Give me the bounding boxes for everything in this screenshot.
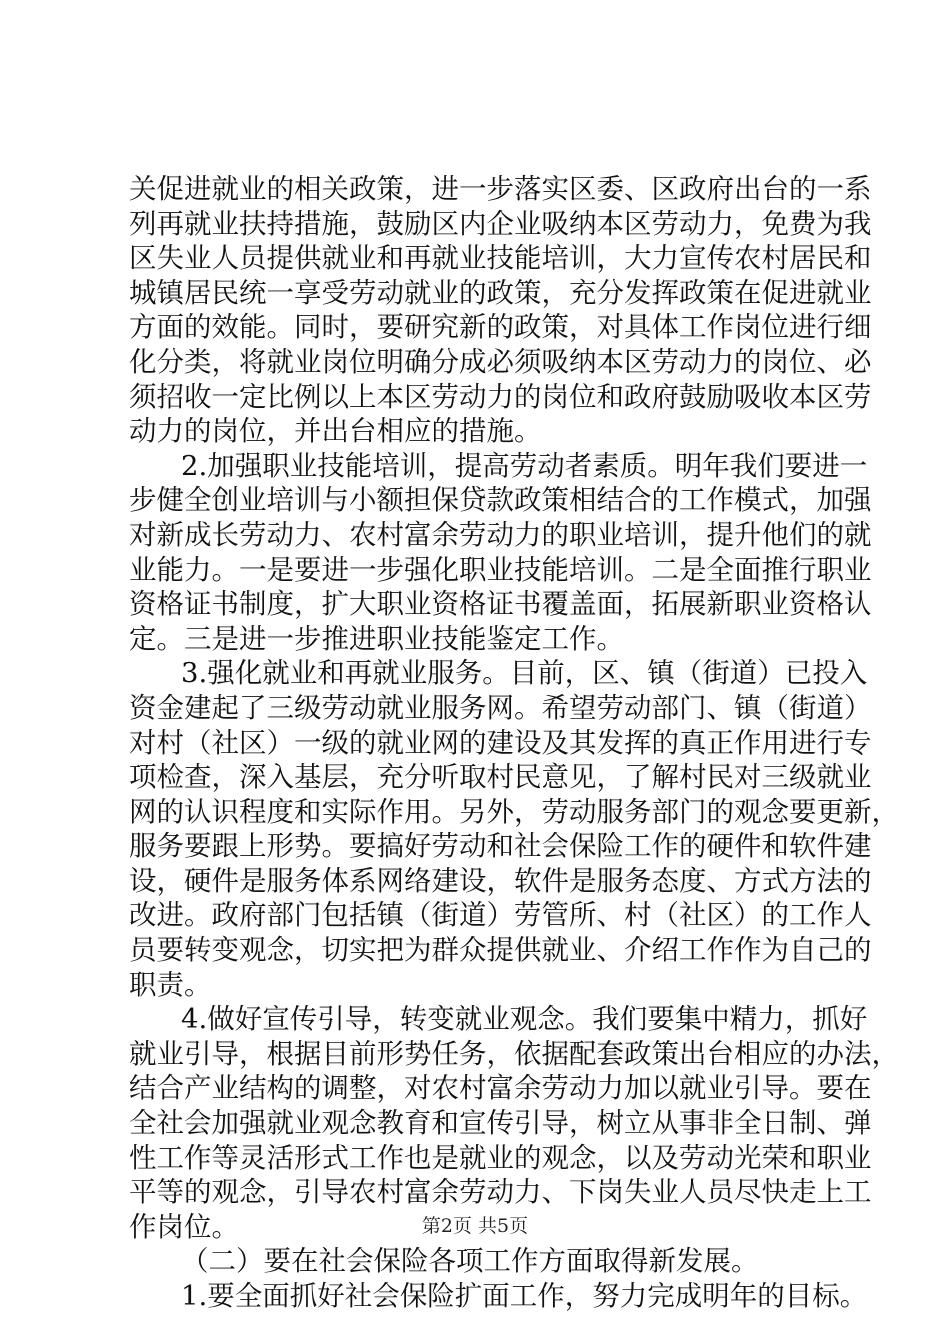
paragraph-start-line: 2.加强职业技能培训，提高劳动者素质。明年我们要进一 — [181, 449, 868, 482]
text-line: 列再就业扶持措施，鼓励区内企业吸纳本区劳动力，免费为我 — [129, 207, 872, 240]
text-line: 作岗位。 — [129, 1210, 239, 1243]
paragraph-start-line: 1.要全面抓好社会保险扩面工作，努力完成明年的目标。 — [181, 1280, 868, 1312]
text-line: 动力的岗位，并出台相应的措施。 — [129, 415, 542, 448]
text-line: 须招收一定比例以上本区劳动力的岗位和政府鼓励吸收本区劳 — [129, 380, 872, 413]
text-line: 定。三是进一步推进职业技能鉴定工作。 — [129, 622, 624, 655]
text-line: 化分类，将就业岗位明确分成必须吸纳本区劳动力的岗位、必 — [129, 345, 872, 378]
text-line: 职责。 — [129, 968, 212, 1001]
section-heading: （二）要在社会保险各项工作方面取得新发展。 — [181, 1245, 759, 1278]
text-line: 方面的效能。同时，要研究新的政策，对具体工作岗位进行细 — [129, 311, 872, 344]
text-line: 就业引导，根据目前形势任务，依据配套政策出台相应的办法， — [129, 1037, 899, 1070]
text-line: 性工作等灵活形式工作也是就业的观念，以及劳动光荣和职业 — [129, 1141, 872, 1174]
text-line: 设，硬件是服务体系网络建设，软件是服务态度、方式方法的 — [129, 864, 872, 897]
text-line: 全社会加强就业观念教育和宣传引导，树立从事非全日制、弹 — [129, 1107, 872, 1140]
text-line: 对新成长劳动力、农村富余劳动力的职业培训，提升他们的就 — [129, 518, 872, 551]
text-line: 改进。政府部门包括镇（街道）劳管所、村（社区）的工作人 — [129, 899, 872, 932]
text-line: 步健全创业培训与小额担保贷款政策相结合的工作模式，加强 — [129, 484, 872, 517]
text-line: 区失业人员提供就业和再就业技能培训，大力宣传农村居民和 — [129, 242, 872, 275]
paragraph-start-line: 4.做好宣传引导，转变就业观念。我们要集中精力，抓好 — [181, 1003, 868, 1036]
text-line: 网的认识程度和实际作用。另外，劳动服务部门的观念要更新， — [129, 795, 899, 828]
text-line: 关促进就业的相关政策，进一步落实区委、区政府出台的一系 — [129, 173, 872, 205]
text-line: 平等的观念，引导农村富余劳动力、下岗失业人员尽快走上工 — [129, 1176, 872, 1209]
text-line: 项检查，深入基层，充分听取村民意见，了解村民对三级就业 — [129, 761, 872, 794]
text-line: 服务要跟上形势。要搞好劳动和社会保险工作的硬件和软件建 — [129, 830, 872, 863]
body-text — [129, 172, 899, 1314]
text-line: 城镇居民统一享受劳动就业的政策，充分发挥政策在促进就业 — [129, 276, 872, 309]
text-line: 业能力。一是要进一步强化职业技能培训。二是全面推行职业 — [129, 553, 872, 586]
text-line: 资金建起了三级劳动就业服务网。希望劳动部门、镇（街道） — [129, 691, 872, 724]
paragraph-start-line: 3.强化就业和再就业服务。目前，区、镇（街道）已投入 — [181, 657, 868, 690]
page-number-footer: 第2页 共5页 — [421, 1215, 529, 1237]
text-line: 结合产业结构的调整，对农村富余劳动力加以就业引导。要在 — [129, 1072, 872, 1105]
text-line: 对村（社区）一级的就业网的建设及其发挥的真正作用进行专 — [129, 726, 872, 759]
text-line: 资格证书制度，扩大职业资格证书覆盖面，拓展新职业资格认 — [129, 588, 872, 621]
text-line: 员要转变观念，切实把为群众提供就业、介绍工作作为自己的 — [129, 934, 872, 967]
